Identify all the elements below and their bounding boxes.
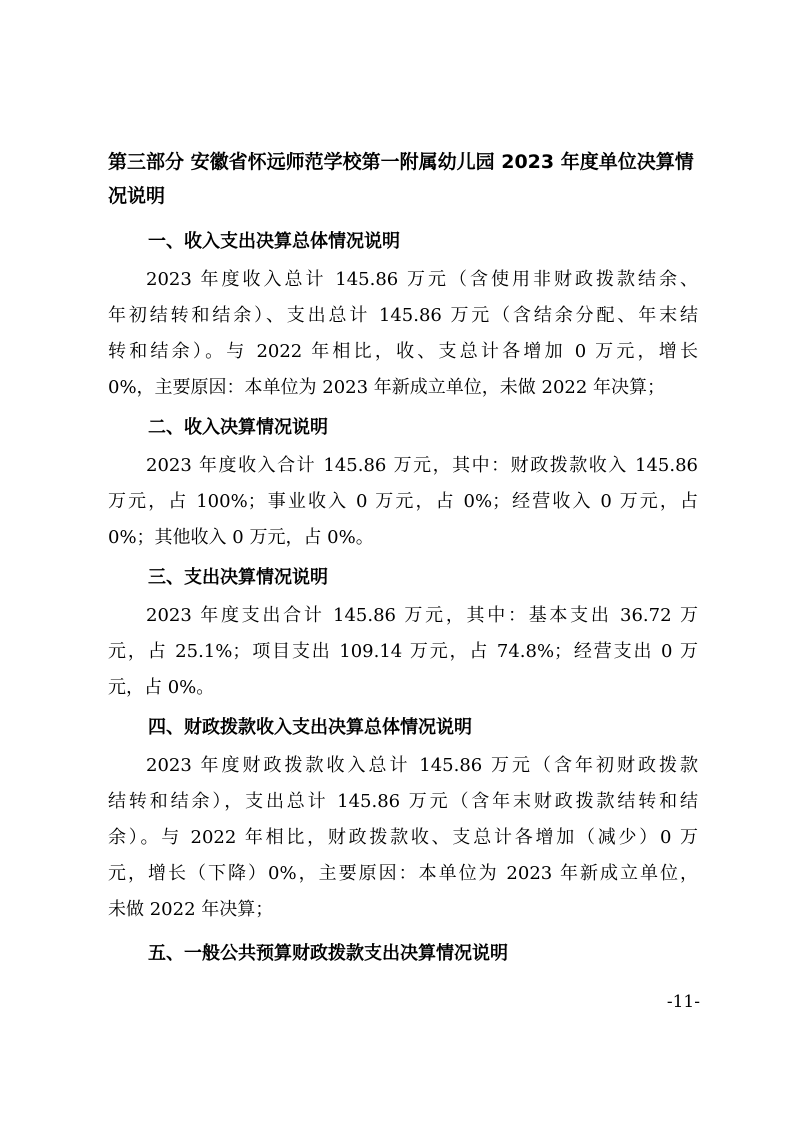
paragraph-line: 转和结余）。与 2022 年相比，收、支总计各增加 0 万元，增长 bbox=[108, 341, 698, 362]
paragraph-line: 元，增长（下降）0%，主要原因：本单位为 2023 年新成立单位， bbox=[108, 863, 698, 884]
section-paragraph-3 bbox=[108, 598, 698, 706]
paragraph-line: 2023 年度财政拨款收入总计 145.86 万元（含年初财政拨款 bbox=[146, 755, 698, 776]
page-number: -11- bbox=[666, 992, 700, 1012]
paragraph-line: 2023 年度收入总计 145.86 万元（含使用非财政拨款结余、 bbox=[146, 269, 698, 290]
section-heading-1: 一、收入支出决算总体情况说明 bbox=[148, 231, 400, 252]
section-heading-3: 三、支出决算情况说明 bbox=[148, 567, 328, 588]
paragraph-line: 0%；其他收入 0 万元，占 0%。 bbox=[108, 527, 374, 548]
paragraph-line: 余）。与 2022 年相比，财政拨款收、支总计各增加（减少）0 万 bbox=[108, 827, 698, 848]
section-heading-5: 五、一般公共预算财政拨款支出决算情况说明 bbox=[148, 943, 508, 964]
paragraph-line: 元，占 25.1%；项目支出 109.14 万元，占 74.8%；经营支出 0 万 bbox=[108, 641, 698, 662]
section-heading-4: 四、财政拨款收入支出决算总体情况说明 bbox=[148, 717, 472, 738]
paragraph-line: 未做 2022 年决算； bbox=[108, 899, 274, 920]
paragraph-line: 0%，主要原因：本单位为 2023 年新成立单位，未做 2022 年决算； bbox=[108, 377, 666, 398]
paragraph-line: 2023 年度收入合计 145.86 万元，其中：财政拨款收入 145.86 bbox=[146, 455, 698, 476]
paragraph-line: 元，占 0%。 bbox=[108, 677, 215, 698]
part-title: 第三部分 安徽省怀远师范学校第一附属幼儿园 2023 年度单位决算情况说明 bbox=[108, 151, 694, 207]
section-paragraph-4 bbox=[108, 748, 698, 928]
section-paragraph-1 bbox=[108, 262, 698, 406]
section-paragraph-2 bbox=[108, 448, 698, 556]
section-heading-2: 二、收入决算情况说明 bbox=[148, 417, 328, 438]
paragraph-line: 结转和结余），支出总计 145.86 万元（含年末财政拨款结转和结 bbox=[108, 791, 698, 812]
paragraph-line: 万元，占 100%；事业收入 0 万元，占 0%；经营收入 0 万元，占 bbox=[108, 491, 698, 512]
paragraph-line: 年初结转和结余）、支出总计 145.86 万元（含结余分配、年末结 bbox=[108, 305, 698, 326]
paragraph-line: 2023 年度支出合计 145.86 万元，其中：基本支出 36.72 万 bbox=[146, 605, 698, 626]
